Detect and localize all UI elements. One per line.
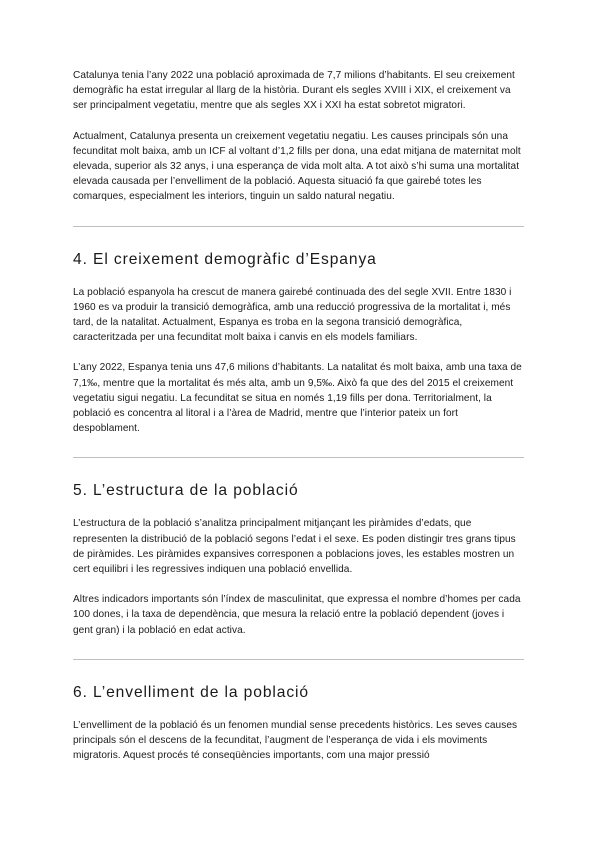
section-5-paragraph-1: L’estructura de la població s’analitza principalment mitjançant les piràmides d’edats, que representen la distribució de la població segons l’edat i el sexe. Es poden distingir tres grans tipus de piràmides. Les piràmides expansives corresponen a poblacions joves, les estables mostren un cert equilibri i les regressives indiquen una població envellida.: [73, 518, 516, 576]
section-divider: [73, 226, 524, 227]
section-title-4: 4. El creixement demogràfic d’Espanya: [73, 250, 377, 268]
section-divider: [73, 659, 524, 660]
section-5-paragraph-2: Altres indicadors importants són l’índex de masculinitat, que expressa el nombre d’homes per cada 100 dones, i la taxa de dependència, que mesura la relació entre la població dependent (joves i gent gran) i la població en edat activa.: [73, 594, 521, 636]
section-4-paragraph-1: La població espanyola ha crescut de manera gairebé continuada des del segle XVII. Entre 1830 i 1960 es va produir la transició demogràfica, amb una reducció progressiva de la mortalitat i, més tard, de la natalitat. Actualment, Espanya es troba en la segona transició demogràfica, caracteritzada per una fecunditat molt baixa i canvis en els models familiars.: [73, 286, 512, 344]
intro-paragraph-2: Actualment, Catalunya presenta un creixement vegetatiu negatiu. Les causes principals són una fecunditat molt baixa, amb un ICF al voltant d’1,2 fills per dona, una edat mitjana de maternitat molt elevada, superior als 32 anys, i una esperança de vida molt alta. A tot això s’hi suma una mortalitat elevada causada per l’envelliment de la població. Aquesta situació fa que gairebé totes les comarques, especialment les interiors, tinguin un saldo natural negatiu.: [73, 130, 521, 203]
section-6: [73, 683, 524, 764]
section-4-paragraph-2: L’any 2022, Espanya tenia uns 47,6 milions d’habitants. La natalitat és molt baixa, amb una taxa de 7,1‰, mentre que la mortalitat és més alta, amb un 9,5‰. Això fa que des del 2015 el creixement vegetatiu sigui negatiu. La fecunditat se situa en només 1,19 fills per dona. Territorialment, la població es concentra al litoral i a l’àrea de Madrid, mentre que l’interior pateix un fort despoblament.: [73, 362, 522, 435]
section-4: [73, 250, 524, 437]
section-5: [73, 481, 524, 637]
intro-section: [73, 68, 524, 205]
section-title-6: 6. L’envelliment de la població: [73, 683, 309, 701]
section-6-paragraph-1: L’envelliment de la població és un fenomen mundial sense precedents històrics. Les seves causes principals són el descens de la fecunditat, l’augment de l’esperança de vida i els moviments migratoris. Aquest procés té conseqüències importants, com una major pressió: [73, 719, 518, 762]
intro-paragraph-1: Catalunya tenia l’any 2022 una població aproximada de 7,7 milions d’habitants. El seu creixement demogràfic ha estat irregular al llarg de la història. Durant els segles XVIII i XIX, el creixement va ser principalment vegetatiu, mentre que als segles XX i XXI ha estat sobretot migratori.: [73, 70, 515, 112]
section-title-5: 5. L’estructura de la població: [73, 482, 299, 500]
section-divider: [73, 457, 524, 458]
